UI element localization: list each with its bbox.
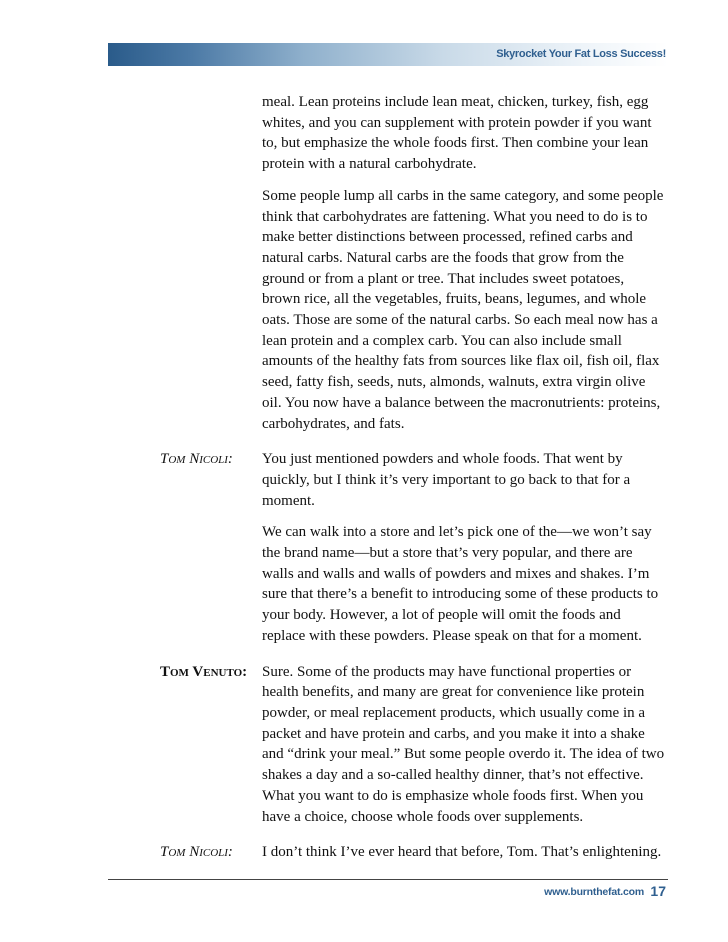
exchange-text — [262, 449, 666, 646]
page-number: 17 — [650, 883, 666, 899]
speaker-label-tom-nicoli: Tom Nicoli: — [160, 451, 233, 468]
footer-website: www.burnthefat.com — [544, 886, 644, 898]
page-body — [0, 92, 728, 878]
paragraph: You just mentioned powders and whole foods. That went by quickly, but I think it’s very important to go back to that for a moment. — [262, 451, 631, 509]
running-header-title: Skyrocket Your Fat Loss Success! — [496, 48, 666, 60]
exchange-block — [0, 842, 728, 863]
paragraph: Some people lump all carbs in the same category, and some people think that carbohydrates are fattening. What you need to do is to make better distinctions between processed, refined carbs and natural carbs. Natural carbs are the foods that grow from the ground or from a plant or tree. That includes sweet potatoes, brown rice, all the vegetables, fruits, beans, legumes, and whole oats. Those are some of the natural carbs. So each meal now has a lean protein and a complex carb. You can also include small amounts of the healthy fats from sources like flax oil, fish oil, flax seed, fatty fish, seeds, nuts, almonds, walnuts, extra virgin olive oil. You now have a balance between the macronutrients: proteins, carbohydrates, and fats. — [262, 187, 664, 432]
speaker-label-tom-venuto: Tom Venuto: — [160, 663, 248, 680]
paragraph: I don’t think I’ve ever heard that before, Tom. That’s enlightening. — [262, 844, 662, 861]
exchange-block — [0, 449, 728, 646]
exchange-block — [0, 662, 728, 828]
speaker-label-tom-nicoli: Tom Nicoli: — [160, 844, 233, 861]
paragraph: Sure. Some of the products may have functional properties or health benefits, and many are great for convenience like protein powder, or meal replacement products, which usually come in a packet and have protein and carbs, and you make it into a shake and “drink your meal.” But some people overdo it. The idea of two shakes a day and a so-called healthy dinner, that’s not effective. What you want to do is emphasize whole foods first. When you have a choice, choose whole foods over supplements. — [262, 663, 665, 825]
intro-block — [0, 92, 728, 434]
paragraph: We can walk into a store and let’s pick one of the—we won’t say the brand name—but a store that’s very popular, and there are walls and walls and walls of powders and mixes and shakes. I’m sure that there’s a benefit to introducing some of these products to your body. However, a lot of people will omit the foods and replace with these powders. Please speak on that for a moment. — [262, 524, 659, 644]
exchange-text — [262, 842, 666, 863]
exchange-text — [262, 662, 666, 828]
intro-text — [262, 92, 666, 434]
paragraph: meal. Lean proteins include lean meat, chicken, turkey, fish, egg whites, and you can supplement with protein powder if you want to, but emphasize the whole foods first. Then combine your lean protein with a natural carbohydrate. — [262, 94, 652, 173]
speaker-spacer — [0, 92, 262, 434]
footer-divider — [108, 879, 668, 880]
